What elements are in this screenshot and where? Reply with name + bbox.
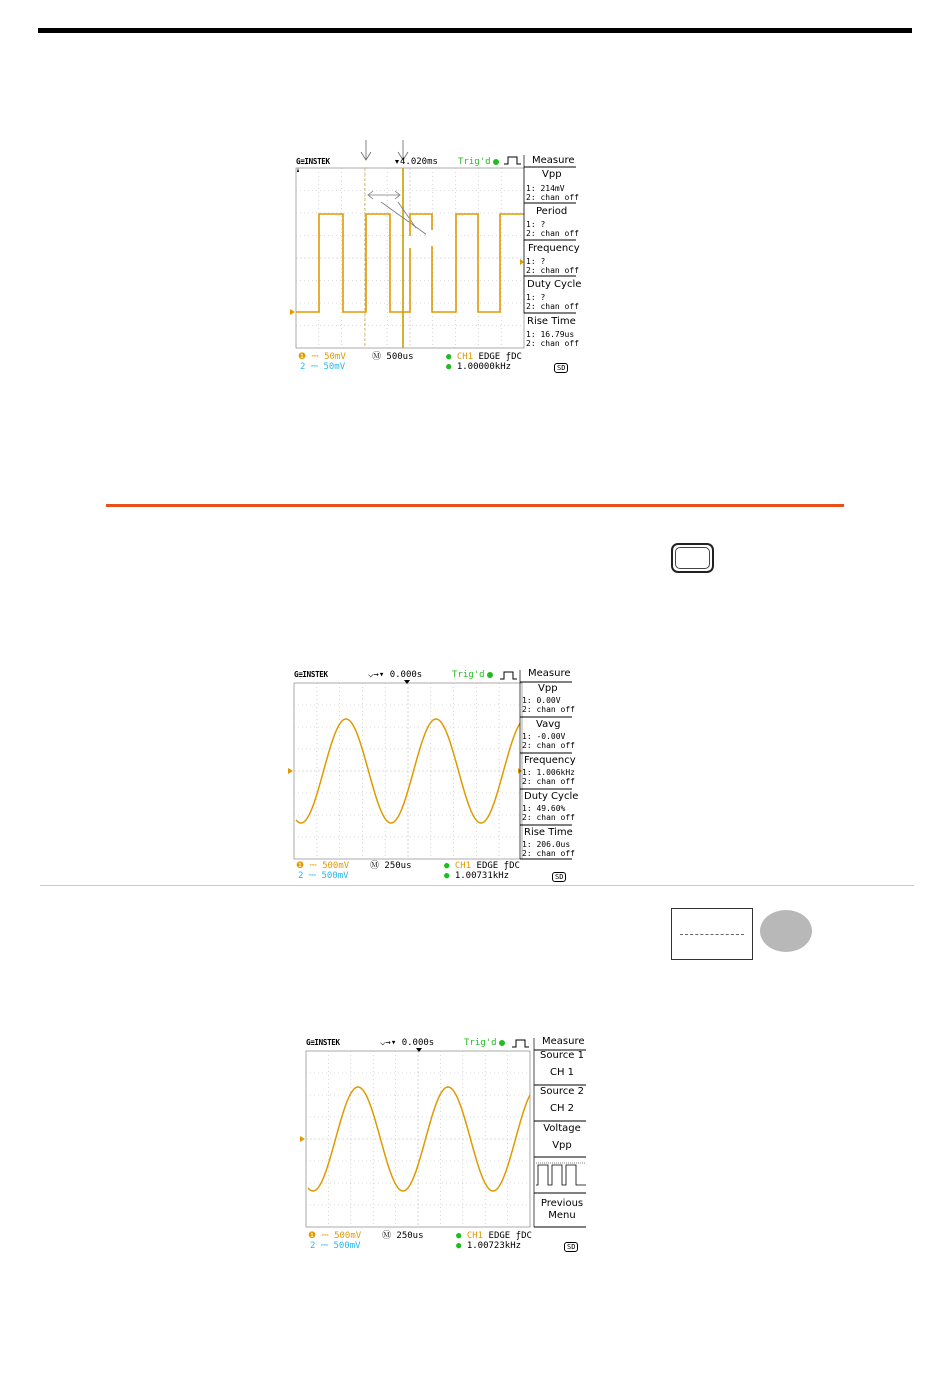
scope3-brand: G≡INSTEK <box>306 1038 340 1047</box>
scope1-ch1-trace <box>296 214 524 312</box>
scope3-trigger-pos-marker <box>416 1048 422 1052</box>
gray-divider <box>40 885 914 886</box>
round-key-button[interactable] <box>760 910 812 952</box>
scope3-frequency: ● 1.00723kHz <box>456 1241 522 1251</box>
scope1-trigger-status: Trig'd <box>458 157 491 167</box>
scope1-meas-3-name: Frequency <box>528 243 580 254</box>
section-divider <box>106 504 844 507</box>
scope2-meas-5-name: Rise Time <box>524 827 573 838</box>
scope2-frequency: ● 1.00731kHz <box>444 871 510 881</box>
scope-screenshot-2 <box>284 665 584 885</box>
scope1-time-offset: 4.020ms <box>400 157 438 167</box>
scope1-ch1-scale: ❶ ⎓ 50mV <box>298 352 346 362</box>
scope1-meas-5-ch2: 2: chan off <box>526 339 579 348</box>
scope3-sd-icon: SD <box>564 1242 578 1252</box>
scope3-menu-source1-label[interactable]: Source 1 <box>540 1050 584 1061</box>
scope1-timebase: Ⓜ 500us <box>372 352 414 362</box>
scope-screenshot-1 <box>286 140 586 380</box>
scope3-trigger-info: ● CH1 EDGE ƒDC <box>456 1231 532 1241</box>
scope2-ch1-marker <box>288 768 293 774</box>
scope3-pulse-icon <box>536 1165 586 1185</box>
scope3-menu-source2-value[interactable]: CH 2 <box>549 1103 575 1114</box>
scope2-meas-4-ch2: 2: chan off <box>522 813 575 822</box>
scope2-meas-5-ch1: 1: 206.0us <box>522 840 571 849</box>
scope1-meas-1-ch2: 2: chan off <box>526 193 579 202</box>
scope1-meas-4-name: Duty Cycle <box>527 279 582 290</box>
scope1-trig-led <box>493 159 499 165</box>
scope2-timebase: Ⓜ 250us <box>370 861 412 871</box>
scope2-meas-3-ch2: 2: chan off <box>522 777 575 786</box>
scope2-meas-1-ch1: 1: 0.00V <box>522 696 561 705</box>
scope1-meas-3-ch2: 2: chan off <box>526 266 579 275</box>
scope3-menu-source2-label[interactable]: Source 2 <box>540 1086 584 1097</box>
scope1-meas-2-ch2: 2: chan off <box>526 229 579 238</box>
scope3-menu-source1-value[interactable]: CH 1 <box>549 1067 575 1078</box>
scope2-meas-3-ch1: 1: 1.006kHz <box>522 768 575 777</box>
scope2-meas-1-ch2: 2: chan off <box>522 705 575 714</box>
scope2-meas-4-ch1: 1: 49.60% <box>522 804 566 813</box>
scope2-menu-title: Measure <box>528 668 571 679</box>
scope3-menu-voltage-value[interactable]: Vpp <box>552 1140 572 1151</box>
scope2-meas-1-name: Vpp <box>538 683 558 694</box>
scope1-sd-icon: SD <box>554 363 568 373</box>
scope3-ch1-marker <box>300 1136 305 1142</box>
scope2-meas-2-ch1: 1: -0.00V <box>522 732 566 741</box>
scope2-grid <box>294 683 522 859</box>
scope3-trigger-icon <box>512 1040 529 1047</box>
scope1-meas-4-ch1: 1: ? <box>526 293 546 302</box>
measure-key-button[interactable] <box>671 543 714 573</box>
scope1-trigger-pos-marker <box>395 160 399 164</box>
scope3-ch2-scale: 2 ⎓ 500mV <box>310 1241 361 1251</box>
scope1-meas-1-name: Vpp <box>542 169 562 180</box>
scope1-brand: G≡INSTEK <box>296 157 330 166</box>
scope3-trigger-status: Trig'd <box>464 1038 497 1048</box>
scope1-leader-2 <box>398 202 416 228</box>
scope1-meas-3-ch1: 1: ? <box>526 257 546 266</box>
scope1-trigger-info: ● CH1 EDGE ƒDC <box>446 352 522 362</box>
scope2-trigger-icon <box>500 672 517 679</box>
scope3-ch1-scale: ❶ ⎓ 500mV <box>308 1231 362 1241</box>
scope2-meas-5-ch2: 2: chan off <box>522 849 575 858</box>
scope2-trigger-status: Trig'd <box>452 670 485 680</box>
soft-key-blank[interactable] <box>671 908 753 960</box>
scope3-previous-menu-line2[interactable]: Menu <box>548 1210 576 1221</box>
scope1-meas-5-ch1: 1: 16.79us <box>526 330 575 339</box>
scope2-meas-4-name: Duty Cycle <box>524 791 579 802</box>
scope1-meas-4-ch2: 2: chan off <box>526 302 579 311</box>
scope2-ch2-scale: 2 ⎓ 500mV <box>298 871 349 881</box>
scope3-time-offset: ⌵→▾ 0.000s <box>380 1038 435 1048</box>
scope2-meas-3-name: Frequency <box>524 755 576 766</box>
scope1-trigger-icon <box>504 157 521 164</box>
scope2-brand: G≡INSTEK <box>294 670 328 679</box>
scope3-previous-menu-line1[interactable]: Previous <box>540 1198 584 1209</box>
scope1-frequency: ● 1.00000kHz <box>446 362 512 372</box>
scope2-trigger-pos-marker <box>404 680 410 684</box>
scope3-grid <box>306 1051 530 1227</box>
scope1-knockout-1 <box>426 230 448 246</box>
scope1-knockout-2 <box>404 236 418 248</box>
top-rule <box>38 28 912 33</box>
scope1-ch1-marker <box>290 309 295 315</box>
ch1-square-wave <box>296 214 524 312</box>
scope3-menu-title: Measure <box>542 1036 585 1047</box>
scope-screenshot-3 <box>296 1033 596 1255</box>
scope2-meas-2-ch2: 2: chan off <box>522 741 575 750</box>
scope2-trigger-info: ● CH1 EDGE ƒDC <box>444 861 520 871</box>
scope1-meas-1-ch1: 1: 214mV <box>526 184 565 193</box>
scope1-meas-2-name: Period <box>536 206 568 217</box>
scope2-trig-led <box>487 672 493 678</box>
scope2-time-offset: ⌵→▾ 0.000s <box>368 670 423 680</box>
scope1-ch2-scale: 2 ⎓ 50mV <box>300 362 346 372</box>
scope2-sd-icon: SD <box>552 872 566 882</box>
scope1-meas-5-name: Rise Time <box>527 316 576 327</box>
scope3-menu-voltage-label[interactable]: Voltage <box>543 1123 581 1134</box>
scope2-meas-2-name: Vavg <box>536 719 561 730</box>
scope1-meas-2-ch1: 1: ? <box>526 220 546 229</box>
scope3-timebase: Ⓜ 250us <box>382 1231 424 1241</box>
scope2-ch1-scale: ❶ ⎓ 500mV <box>296 861 350 871</box>
scope3-trig-led <box>499 1040 505 1046</box>
scope1-menu-title: Measure <box>532 155 575 166</box>
